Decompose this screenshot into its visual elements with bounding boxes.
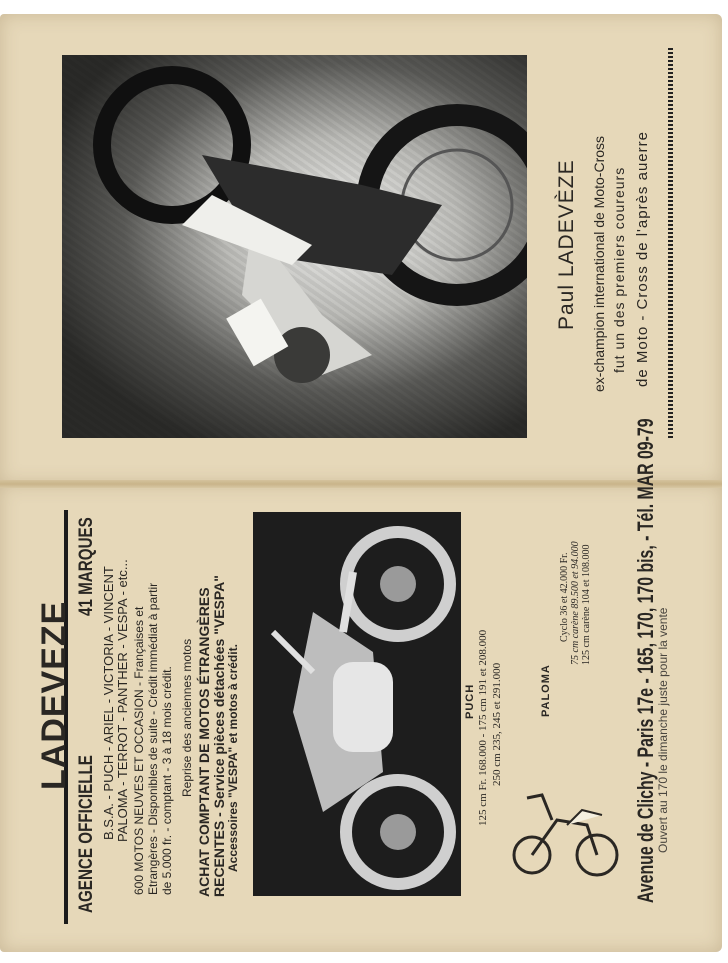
caption-name: Paul LADEVÈZE [555,159,578,330]
puch-prices-2: 250 cm 235, 245 et 291.000 [491,662,503,786]
reprise-text: Reprise des anciennes motos [180,638,194,797]
achat-line-2: RECENTES - Service pièces détachées "VESPA" [211,575,227,897]
motorcycle-illustration [253,512,461,896]
sunday-notice: Ouvert au 170 le dimanche juste pour la vente [656,607,670,853]
ad-text-2: Etrangères - Disponibles de suite - Crédit immédiat à partir [146,582,160,895]
puch-label: PUCH [464,683,476,719]
caption-line-4: de Moto - Cross de l'après auerre [634,131,651,387]
brand-title: LADEVEZE [35,600,73,790]
caption-line-3: fut un des premiers coureurs [611,166,627,373]
paloma-prices-2: 75 cm carène 89.500 et 94.000 [570,541,581,665]
paloma-prices-1: Cyclo 36 et 42.000 Fr. [559,552,570,642]
paloma-scooter-illustration [512,780,622,880]
page-fold [0,480,722,488]
motocross-photo [62,55,527,438]
motorcycle-photo [253,512,461,896]
paloma-label: PALOMA [540,664,552,717]
rider-illustration [62,55,527,438]
brands-line-1: B.S.A. - PUCH - ARIEL - VICTORIA - VINCENT [101,566,116,840]
paloma-prices-3: 125 cm carène 104 et 108.000 [581,544,592,665]
achat-line-1: ACHAT COMPTANT DE MOTOS ÉTRANGÈRES [196,587,212,897]
caption-line-2: ex-champion international de Moto-Cross [591,135,607,392]
achat-line-3: Accessoires "VESPA" et motos à crédit. [226,644,240,872]
brands-line-2: PALOMA - TERROT - PANTHER - VESPA - etc... [115,559,130,842]
address-line: Avenue de Clichy - Paris 17e - 165, 170, 170 bis, - Tél. MAR 09-79 [633,418,658,903]
agence-officielle: AGENCE OFFICIELLE [76,755,97,913]
puch-prices-1: 125 cm Fr. 168.000 - 175 cm 191 et 208.000 [477,629,489,826]
print-bar [668,48,673,438]
ad-text-3: de 5.000 fr. - comptant - 3 à 18 mois crédit. [160,666,174,895]
ad-text-1: 600 MOTOS NEUVES ET OCCASION - Françaises et [132,606,146,895]
marques-count: 41 MARQUES [76,517,97,616]
